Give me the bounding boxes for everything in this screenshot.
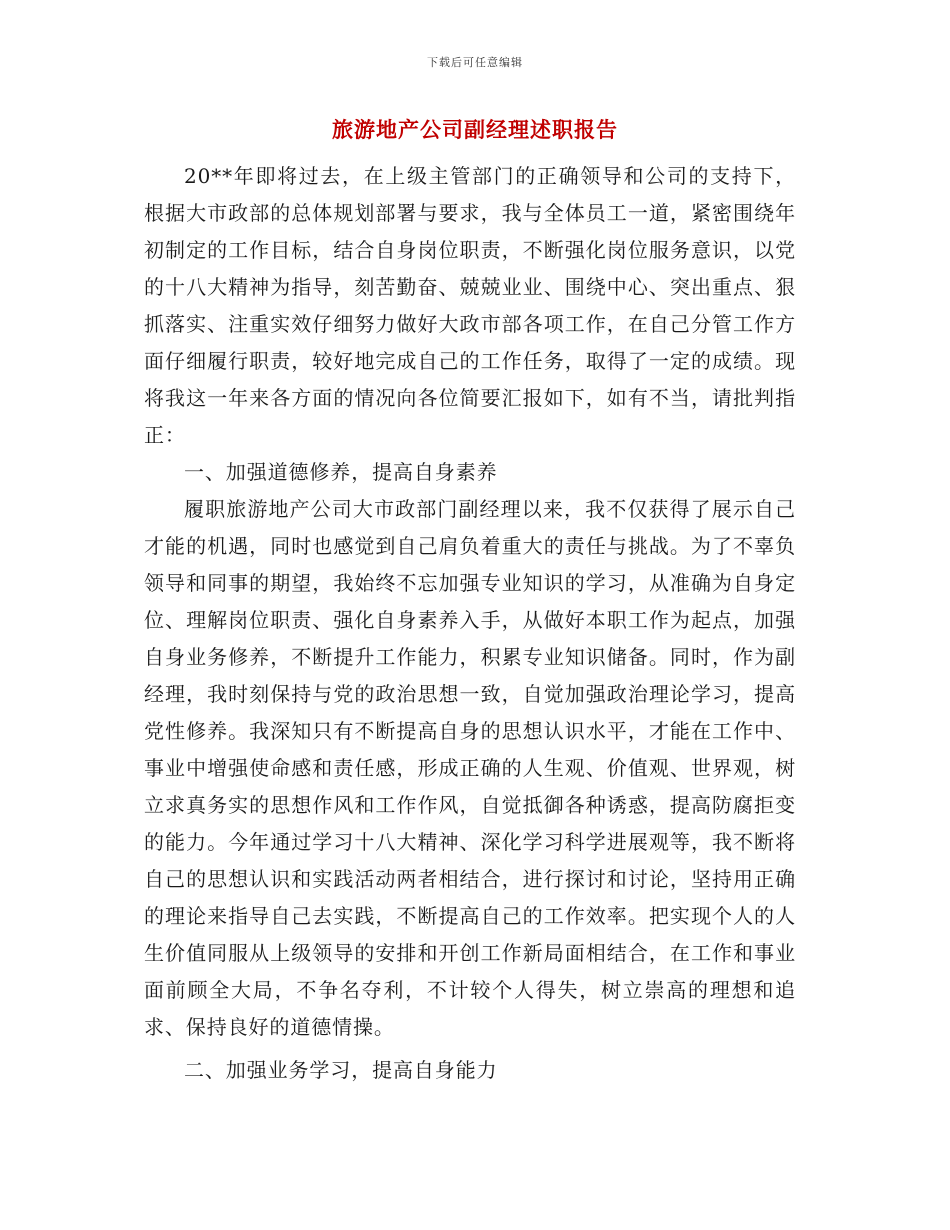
section-heading-1: 一、加强道德修养，提高自身素养 (184, 460, 498, 484)
document-body (144, 158, 796, 1089)
section-1-paragraph: 履职旅游地产公司大市政部门副经理以来，我不仅获得了展示自己才能的机遇，同时也感觉到自己肩负着重大的责任与挑战。为了不辜负领导和同事的期望，我始终不忘加强专业知识的学习，从准确为自身定位、理解岗位职责、强化自身素养入手，从做好本职工作为起点，加强自身业务修养，不断提升工作能力，积累专业知识储备。同时，作为副经理，我时刻保持与党的政治思想一致，自觉加强政治理论学习，提高党性修养。我深知只有不断提高自身的思想认识水平，才能在工作中、事业中增强使命感和责任感，形成正确的人生观、价值观、世界观，树立求真务实的思想作风和工作作风，自觉抵御各种诱惑，提高防腐拒变的能力。今年通过学习十八大精神、深化学习科学进展观等，我不断将自己的思想认识和实践活动两者相结合，进行探讨和讨论，坚持用正确的理论来指导自己去实践，不断提高自己的工作效率。把实现个人的人生价值同服从上级领导的安排和开创工作新局面相结合，在工作和事业面前顾全大局，不争名夺利，不计较个人得失，树立崇高的理想和追求、保持良好的道德情操。 (144, 497, 796, 1039)
header-note: 下载后可任意编辑 (427, 56, 523, 69)
section-heading-2: 二、加强业务学习，提高自身能力 (184, 1058, 498, 1082)
intro-paragraph: 20**年即将过去，在上级主管部门的正确领导和公司的支持下，根据大市政部的总体规划部署与要求，我与全体员工一道，紧密围绕年初制定的工作目标，结合自身岗位职责，不断强化岗位服务意识，以党的十八大精神为指导，刻苦勤奋、兢兢业业、围绕中心、突出重点、狠抓落实、注重实效仔细努力做好大政市部各项工作，在自己分管工作方面仔细履行职责，较好地完成自己的工作任务，取得了一定的成绩。现将我这一年来各方面的情况向各位简要汇报如下，如有不当，请批判指正： (144, 164, 796, 447)
document-title: 旅游地产公司副经理述职报告 (332, 117, 618, 142)
